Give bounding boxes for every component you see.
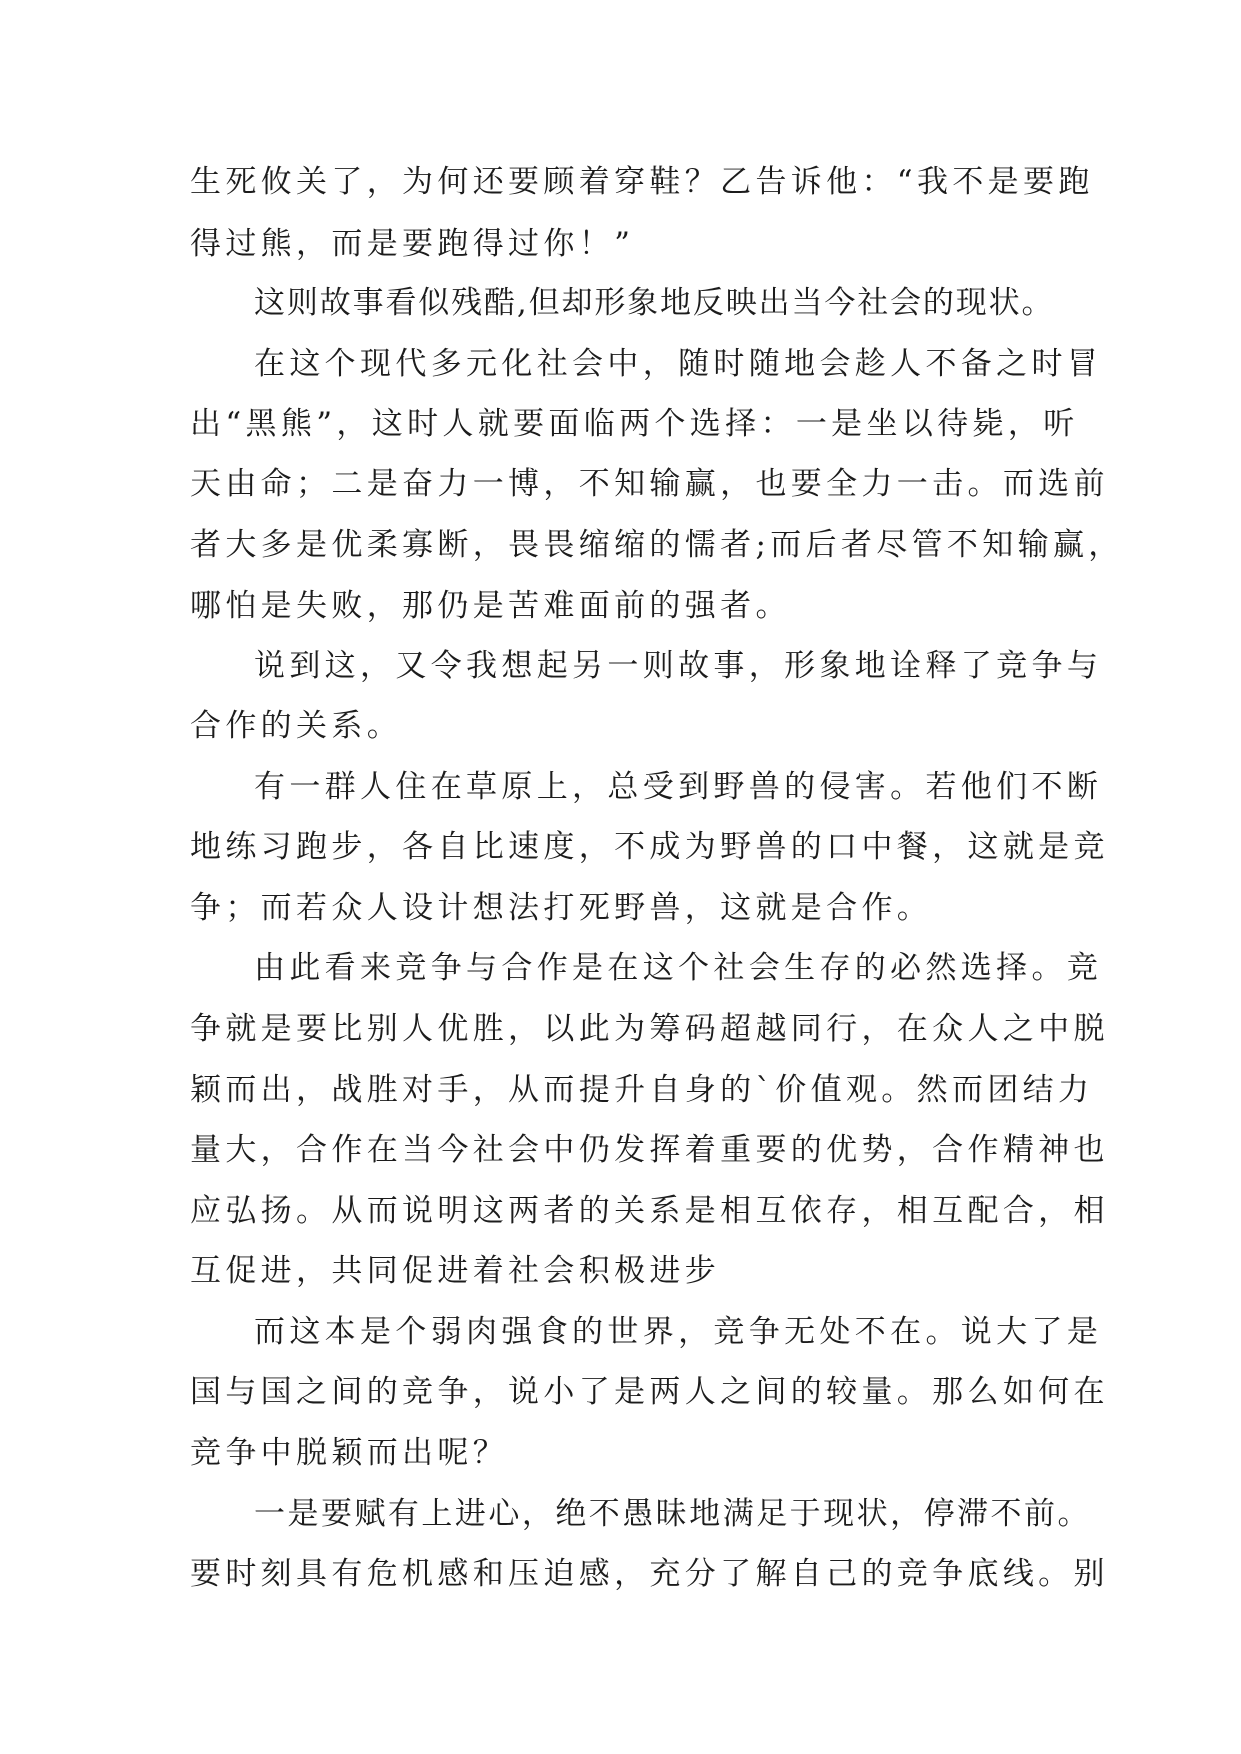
text-line: 争就是要比别人优胜，以此为筹码超越同行，在众人之中脱 bbox=[190, 1011, 1109, 1047]
text-line: 天由命；二是奋力一博，不知输赢，也要全力一击。而选前 bbox=[190, 466, 1109, 502]
text-line: 竞争中脱颖而出呢？ bbox=[190, 1435, 509, 1471]
text-line: 争；而若众人设计想法打死野兽，这就是合作。 bbox=[190, 890, 933, 926]
text-line: 地练习跑步，各自比速度，不成为野兽的口中餐，这就是竞 bbox=[190, 829, 1109, 865]
paragraph-first-line: 有一群人住在草原上，总受到野兽的侵害。若他们不断 bbox=[254, 769, 1103, 805]
paragraph-first-line: 说到这，又令我想起另一则故事，形象地诠释了竞争与 bbox=[254, 648, 1103, 684]
text-line: 合作的关系。 bbox=[190, 708, 403, 744]
text-line: 国与国之间的竞争，说小了是两人之间的较量。那么如何在 bbox=[190, 1374, 1109, 1410]
text-line: 者大多是优柔寡断，畏畏缩缩的懦者;而后者尽管不知输赢， bbox=[190, 527, 1124, 563]
text-line: 颖而出，战胜对手，从而提升自身的`价值观。然而团结力 bbox=[190, 1072, 1094, 1108]
paragraph-first-line: 这则故事看似残酷,但却形象地反映出当今社会的现状。 bbox=[254, 285, 1055, 321]
paragraph-first-line: 由此看来竞争与合作是在这个社会生存的必然选择。竞 bbox=[254, 950, 1103, 986]
text-line: 要时刻具有危机感和压迫感，充分了解自己的竞争底线。别 bbox=[190, 1556, 1109, 1592]
text-line: 量大，合作在当今社会中仍发挥着重要的优势，合作精神也 bbox=[190, 1132, 1109, 1168]
text-line: 生死攸关了，为何还要顾着穿鞋？乙告诉他：“我不是要跑 bbox=[190, 164, 1094, 200]
paragraph-first-line: 而这本是个弱肉强食的世界，竞争无处不在。说大了是 bbox=[254, 1314, 1103, 1350]
text-line: 哪怕是失败，那仍是苦难面前的强者。 bbox=[190, 588, 791, 624]
paragraph-first-line: 一是要赋有上进心，绝不愚昧地满足于现状，停滞不前。 bbox=[254, 1496, 1091, 1532]
text-line: 互促进，共同促进着社会积极进步 bbox=[190, 1253, 721, 1289]
paragraph-first-line: 在这个现代多元化社会中，随时随地会趁人不备之时冒 bbox=[254, 346, 1103, 382]
text-line: 得过熊，而是要跑得过你！” bbox=[190, 226, 635, 262]
text-line: 应弘扬。从而说明这两者的关系是相互依存，相互配合，相 bbox=[190, 1193, 1109, 1229]
text-line: 出“黑熊”，这时人就要面临两个选择：一是坐以待毙，听 bbox=[190, 406, 1079, 442]
